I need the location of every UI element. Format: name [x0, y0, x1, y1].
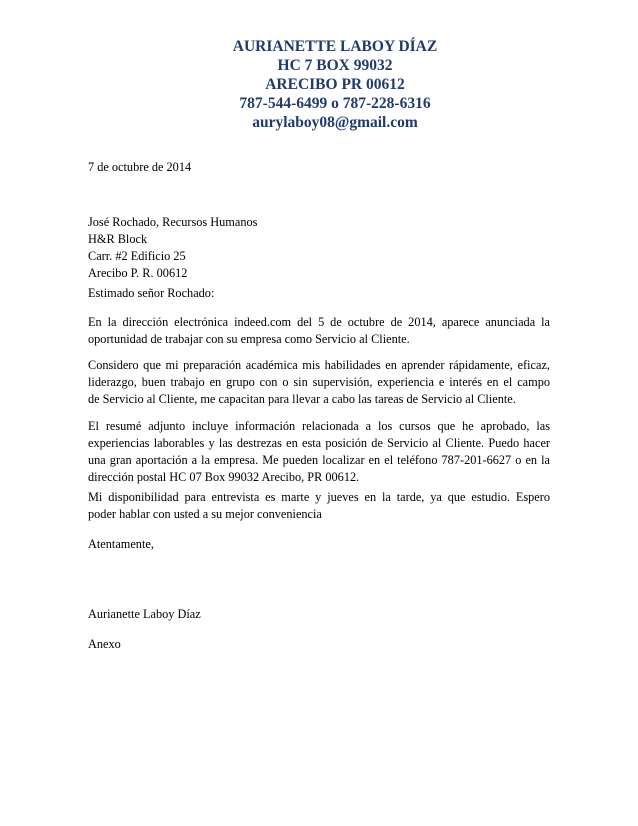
- letter-date: 7 de octubre de 2014: [88, 160, 192, 174]
- paragraph-line: una gran aportación a la empresa. Me pueden localizar en el teléfono 787-201-6627 o en la: [88, 453, 550, 467]
- paragraph-line: liderazgo, buen trabajo en grupo con o sin supervisión, experiencia e interés en el campo: [88, 375, 550, 389]
- sender-address-line-1: HC 7 BOX 99032: [277, 57, 393, 74]
- paragraph-line: oportunidad de trabajar con su empresa como Servicio al Cliente.: [88, 332, 410, 346]
- paragraph-1: [88, 314, 550, 348]
- paragraph-4: [88, 489, 550, 523]
- recipient-line-1: José Rochado, Recursos Humanos: [88, 215, 258, 229]
- recipient-block: [88, 214, 550, 282]
- paragraph-line: El resumé adjunto incluye información relacionada a los cursos que he aprobado, las: [88, 419, 550, 433]
- paragraph-line: experiencias laborables y las destrezas en esta posición de Servicio al Cliente. Puedo hacer: [88, 436, 550, 450]
- paragraph-line: dirección postal HC 07 Box 99032 Arecibo, PR 00612.: [88, 470, 360, 484]
- signature-name: Aurianette Laboy Díaz: [88, 607, 201, 621]
- paragraph-3: [88, 418, 550, 486]
- paragraph-line: Considero que mi preparación académica mis habilidades en aprender rápidamente, eficaz,: [88, 358, 550, 372]
- paragraph-line: En la dirección electrónica indeed.com del 5 de octubre de 2014, aparece anunciada la: [88, 315, 550, 329]
- recipient-line-4: Arecibo P. R. 00612: [88, 266, 188, 280]
- paragraph-line: de Servicio al Cliente, me capacitan para llevar a cabo las tareas de Servicio al Cliente.: [88, 392, 516, 406]
- sender-email: aurylaboy08@gmail.com: [252, 114, 418, 131]
- sender-phones: 787-544-6499 o 787-228-6316: [239, 95, 431, 112]
- paragraph-line: poder hablar con usted a su mejor conveniencia: [88, 507, 322, 521]
- salutation: Estimado señor Rochado:: [88, 286, 215, 300]
- paragraph-line: Mi disponibilidad para entrevista es marte y jueves en la tarde, ya que estudio. Espero: [88, 490, 550, 504]
- letterhead: [170, 37, 500, 132]
- closing: Atentamente,: [88, 537, 154, 551]
- sender-name: AURIANETTE LABOY DÍAZ: [232, 38, 438, 55]
- recipient-line-2: H&R Block: [88, 232, 148, 246]
- sender-address-line-2: ARECIBO PR 00612: [265, 76, 405, 93]
- paragraph-2: [88, 357, 550, 408]
- enclosure-note: Anexo: [88, 637, 121, 651]
- recipient-line-3: Carr. #2 Edificio 25: [88, 249, 186, 263]
